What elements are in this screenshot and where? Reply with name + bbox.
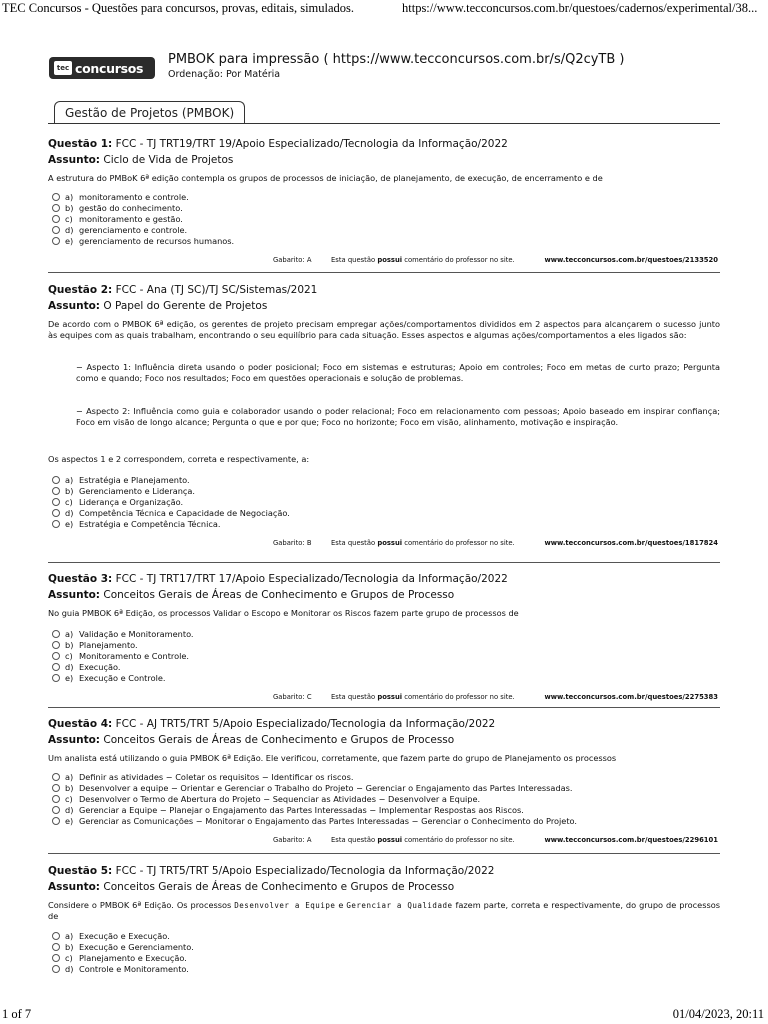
comment-pre: Esta questão xyxy=(331,256,378,264)
question-number: Questão 1: xyxy=(48,138,113,150)
question-1 xyxy=(48,136,720,266)
question-number: Questão 2: xyxy=(48,284,113,296)
question-source: FCC - TJ TRT17/TRT 17/Apoio Especializado/Tecnologia da Informação/2022 xyxy=(115,573,508,585)
option-text: Planejamento. xyxy=(79,639,138,650)
option-letter: b) xyxy=(65,782,74,793)
comment-pre: Esta questão xyxy=(331,539,378,547)
option-letter: b) xyxy=(65,485,74,496)
question-text-part: Considere o PMBOK 6ª Edição. Os processos xyxy=(48,900,235,910)
radio-icon[interactable] xyxy=(52,943,60,951)
section-tab: Gestão de Projetos (PMBOK) xyxy=(54,101,245,124)
question-source-line xyxy=(48,716,720,732)
answer-key: Gabarito: A xyxy=(273,836,312,844)
option-text: Gerenciar as Comunicações − Monitorar o Engajamento das Partes Interessadas − Gerenciar o Conhecimento do Projeto. xyxy=(79,815,578,826)
question-footer xyxy=(48,691,720,703)
logo-badge xyxy=(54,61,72,75)
option-letter: a) xyxy=(65,628,74,639)
question-source-line xyxy=(48,863,720,879)
option-text: Execução e Gerenciamento. xyxy=(79,941,194,952)
question-5 xyxy=(48,863,720,974)
option-e[interactable] xyxy=(48,518,720,529)
option-d[interactable] xyxy=(48,661,720,672)
comment-note xyxy=(331,537,515,549)
question-text: De acordo com o PMBOK 6ª edição, os gerentes de projeto precisam empregar ações/comportamentos divididos em 2 aspectos para alcançarem o sucesso junto às equipes com as quais trabalham, encontrando o seu equilíbrio para cada situação. Esses aspectos e algumas ações/comportamentos a eles ligados são: xyxy=(48,319,720,340)
option-text: Controle e Monitoramento. xyxy=(79,963,189,974)
option-c[interactable] xyxy=(48,952,720,963)
option-letter: d) xyxy=(65,661,74,672)
option-text: Monitoramento e Controle. xyxy=(79,650,190,661)
question-number: Questão 5: xyxy=(48,865,113,877)
subject-label: Assunto: xyxy=(48,881,101,893)
question-separator xyxy=(48,272,720,273)
question-link[interactable]: www.tecconcursos.com.br/questoes/1817824 xyxy=(544,539,718,547)
page-counter: 1 of 7 xyxy=(2,1007,32,1021)
option-c[interactable] xyxy=(48,496,720,507)
option-b[interactable] xyxy=(48,941,720,952)
answer-key: Gabarito: A xyxy=(273,256,312,264)
option-letter: a) xyxy=(65,474,74,485)
question-2 xyxy=(48,282,720,549)
option-c[interactable] xyxy=(48,793,720,804)
process-name: Desenvolver a Equipe xyxy=(234,901,336,910)
radio-icon[interactable] xyxy=(52,204,60,212)
comment-pre: Esta questão xyxy=(331,693,378,701)
comment-note xyxy=(331,834,515,846)
question-subject: Ciclo de Vida de Projetos xyxy=(103,154,234,166)
aspect-1-text: − Aspecto 1: Influência direta usando o poder posicional; Foco em sistemas e estruturas; Apoio em controles; Foco em metas de curto prazo; Pergunta como e quando; Foco nos resultados; Foco em questões operacionais e solução de problemas. xyxy=(76,362,720,383)
option-letter: c) xyxy=(65,650,73,661)
question-subject: Conceitos Gerais de Áreas de Conhecimento e Grupos de Processo xyxy=(103,881,455,893)
option-text: Competência Técnica e Capacidade de Negociação. xyxy=(79,507,290,518)
question-subject: O Papel do Gerente de Projetos xyxy=(103,300,268,312)
comment-bold: possui xyxy=(377,539,403,547)
question-source: FCC - TJ TRT5/TRT 5/Apoio Especializado/Tecnologia da Informação/2022 xyxy=(115,865,495,877)
radio-icon[interactable] xyxy=(52,498,60,506)
option-text: monitoramento e controle. xyxy=(79,191,189,202)
question-separator xyxy=(48,707,720,708)
option-a[interactable] xyxy=(48,191,720,202)
option-text: Execução e Controle. xyxy=(79,672,166,683)
radio-icon[interactable] xyxy=(52,487,60,495)
option-letter: c) xyxy=(65,496,73,507)
radio-icon[interactable] xyxy=(52,630,60,638)
question-subject-line xyxy=(48,587,720,603)
question-text: Um analista está utilizando o guia PMBOK 6ª Edição. Ele verificou, corretamente, que fazem parte do grupo de Planejamento os processos xyxy=(48,753,617,763)
question-source: FCC - AJ TRT5/TRT 5/Apoio Especializado/Tecnologia da Informação/2022 xyxy=(115,718,496,730)
radio-icon[interactable] xyxy=(52,795,60,803)
answer-key: Gabarito: C xyxy=(273,693,312,701)
options-list xyxy=(48,191,720,246)
option-text: Execução. xyxy=(79,661,121,672)
aspect-2-text: − Aspecto 2: Influência como guia e colaborador usando o poder relacional; Foco em relacionamento com pessoas; Apoio baseado em inspirar confiança; Foco em visão de longo alcance; Pergunta o que e por que; Foco no horizonte; Foco em visão, alinhamento, motivação e inspiração. xyxy=(76,406,720,427)
question-text: No guia PMBOK 6ª Edição, os processos Validar o Escopo e Monitorar os Riscos fazem parte grupo de processos de xyxy=(48,608,519,618)
option-text: Definir as atividades − Coletar os requisitos − Identificar os riscos. xyxy=(79,771,354,782)
radio-icon[interactable] xyxy=(52,954,60,962)
question-subject: Conceitos Gerais de Áreas de Conhecimento e Grupos de Processo xyxy=(103,589,455,601)
print-header-title: TEC Concursos - Questões para concursos, provas, editais, simulados. xyxy=(2,1,355,15)
option-letter: a) xyxy=(65,771,74,782)
comment-post: comentário do professor no site. xyxy=(402,836,515,844)
option-d[interactable] xyxy=(48,224,720,235)
radio-icon[interactable] xyxy=(52,476,60,484)
comment-post: comentário do professor no site. xyxy=(402,256,515,264)
print-timestamp: 01/04/2023, 20:11 xyxy=(672,1007,764,1021)
radio-icon[interactable] xyxy=(52,965,60,973)
question-separator xyxy=(48,853,720,854)
subject-label: Assunto: xyxy=(48,734,101,746)
option-text: Estratégia e Planejamento. xyxy=(79,474,190,485)
radio-icon[interactable] xyxy=(52,641,60,649)
option-e[interactable] xyxy=(48,672,720,683)
question-text xyxy=(48,900,720,922)
question-footer xyxy=(48,537,720,549)
option-text: monitoramento e gestão. xyxy=(79,213,183,224)
comment-bold: possui xyxy=(377,693,403,701)
question-footer xyxy=(48,254,720,266)
question-footer xyxy=(48,834,720,846)
question-subject-line xyxy=(48,732,720,748)
option-b[interactable] xyxy=(48,639,720,650)
option-a[interactable] xyxy=(48,930,720,941)
question-subject-line xyxy=(48,152,720,168)
option-text: Execução e Execução. xyxy=(79,930,170,941)
option-text: Planejamento e Execução. xyxy=(79,952,187,963)
option-text: Gerenciamento e Liderança. xyxy=(79,485,196,496)
question-subject-line xyxy=(48,298,720,314)
print-header xyxy=(0,0,768,16)
option-letter: a) xyxy=(65,191,74,202)
option-letter: d) xyxy=(65,507,74,518)
option-letter: d) xyxy=(65,963,74,974)
option-a[interactable] xyxy=(48,771,720,782)
option-text: Desenvolver o Termo de Abertura do Projeto − Sequenciar as Atividades − Desenvolver a Equipe. xyxy=(79,793,481,804)
subject-label: Assunto: xyxy=(48,300,101,312)
radio-icon[interactable] xyxy=(52,652,60,660)
radio-icon[interactable] xyxy=(52,663,60,671)
comment-note xyxy=(331,691,515,703)
question-prompt: Os aspectos 1 e 2 correspondem, correta e respectivamente, a: xyxy=(48,454,310,464)
option-letter: a) xyxy=(65,930,74,941)
option-a[interactable] xyxy=(48,474,720,485)
radio-icon[interactable] xyxy=(52,215,60,223)
option-c[interactable] xyxy=(48,650,720,661)
question-source: FCC - TJ TRT19/TRT 19/Apoio Especializado/Tecnologia da Informação/2022 xyxy=(115,138,508,150)
print-header-url: https://www.tecconcursos.com.br/questoes/cadernos/experimental/38... xyxy=(402,1,758,15)
option-text: gerenciamento e controle. xyxy=(79,224,188,235)
question-link[interactable]: www.tecconcursos.com.br/questoes/2296101 xyxy=(544,836,718,844)
question-number: Questão 4: xyxy=(48,718,113,730)
question-source-line xyxy=(48,136,720,152)
radio-icon[interactable] xyxy=(52,193,60,201)
question-link[interactable]: www.tecconcursos.com.br/questoes/2275383 xyxy=(544,693,718,701)
option-text: Desenvolver a equipe − Orientar e Gerenciar o Trabalho do Projeto − Gerenciar o Engajamento das Partes Interessadas. xyxy=(79,782,573,793)
option-b[interactable] xyxy=(48,485,720,496)
option-text: Gerenciar a Equipe − Planejar o Engajamento das Partes Interessadas − Implementar Respostas aos Riscos. xyxy=(79,804,524,815)
question-source-line xyxy=(48,282,720,298)
question-source-line xyxy=(48,571,720,587)
question-3 xyxy=(48,571,720,703)
radio-icon[interactable] xyxy=(52,520,60,528)
radio-icon[interactable] xyxy=(52,817,60,825)
question-source: FCC - Ana (TJ SC)/TJ SC/Sistemas/2021 xyxy=(115,284,318,296)
option-letter: c) xyxy=(65,793,73,804)
radio-icon[interactable] xyxy=(52,806,60,814)
radio-icon[interactable] xyxy=(52,784,60,792)
option-b[interactable] xyxy=(48,782,720,793)
subject-label: Assunto: xyxy=(48,589,101,601)
options-list xyxy=(48,474,720,529)
option-c[interactable] xyxy=(48,213,720,224)
question-4 xyxy=(48,716,720,846)
options-list xyxy=(48,628,720,683)
option-letter: b) xyxy=(65,202,74,213)
question-text-part: e xyxy=(335,900,347,910)
option-text: Estratégia e Competência Técnica. xyxy=(79,518,221,529)
question-subject: Conceitos Gerais de Áreas de Conhecimento e Grupos de Processo xyxy=(103,734,455,746)
question-text-part: fazem parte, correta e respectivamente, do grupo de processos de xyxy=(48,900,721,921)
radio-icon[interactable] xyxy=(52,509,60,517)
question-number: Questão 3: xyxy=(48,573,113,585)
option-letter: d) xyxy=(65,224,74,235)
radio-icon[interactable] xyxy=(52,226,60,234)
radio-icon[interactable] xyxy=(52,932,60,940)
question-subject-line xyxy=(48,879,720,895)
option-letter: e) xyxy=(65,672,74,683)
document-ordering: Ordenação: Por Matéria xyxy=(168,69,281,80)
comment-pre: Esta questão xyxy=(331,836,378,844)
option-letter: c) xyxy=(65,213,73,224)
option-d[interactable] xyxy=(48,804,720,815)
option-a[interactable] xyxy=(48,628,720,639)
subject-label: Assunto: xyxy=(48,154,101,166)
option-letter: e) xyxy=(65,518,74,529)
option-letter: e) xyxy=(65,815,74,826)
comment-post: comentário do professor no site. xyxy=(402,539,515,547)
comment-post: comentário do professor no site. xyxy=(402,693,515,701)
option-b[interactable] xyxy=(48,202,720,213)
comment-bold: possui xyxy=(377,256,403,264)
option-letter: b) xyxy=(65,941,74,952)
tecconcursos-logo xyxy=(49,57,155,79)
answer-key: Gabarito: B xyxy=(273,539,312,547)
option-text: gestão do conhecimento. xyxy=(79,202,183,213)
option-e[interactable] xyxy=(48,235,720,246)
option-text: Liderança e Organização. xyxy=(79,496,184,507)
option-letter: c) xyxy=(65,952,73,963)
radio-icon[interactable] xyxy=(52,674,60,682)
document-title: PMBOK para impressão ( https://www.tecconcursos.com.br/s/Q2cyTB ) xyxy=(168,52,625,67)
option-text: Validação e Monitoramento. xyxy=(79,628,194,639)
process-name: Gerenciar a Qualidade xyxy=(346,901,453,910)
option-d[interactable] xyxy=(48,963,720,974)
logo-badge-text: tec xyxy=(56,63,70,72)
options-list xyxy=(48,771,720,826)
radio-icon[interactable] xyxy=(52,237,60,245)
section-divider xyxy=(48,123,720,124)
option-text: gerenciamento de recursos humanos. xyxy=(79,235,235,246)
comment-note xyxy=(331,254,515,266)
question-text: A estrutura do PMBoK 6ª edição contempla os grupos de processos de iniciação, de planejamento, de execução, de encerramento e de xyxy=(48,173,603,183)
option-letter: d) xyxy=(65,804,74,815)
question-link[interactable]: www.tecconcursos.com.br/questoes/2133520 xyxy=(544,256,718,264)
print-footer xyxy=(0,1008,768,1024)
radio-icon[interactable] xyxy=(52,773,60,781)
options-list xyxy=(48,930,720,974)
question-separator xyxy=(48,562,720,563)
comment-bold: possui xyxy=(377,836,403,844)
option-e[interactable] xyxy=(48,815,720,826)
option-d[interactable] xyxy=(48,507,720,518)
option-letter: b) xyxy=(65,639,74,650)
logo-text: concursos xyxy=(75,60,144,76)
option-letter: e) xyxy=(65,235,74,246)
